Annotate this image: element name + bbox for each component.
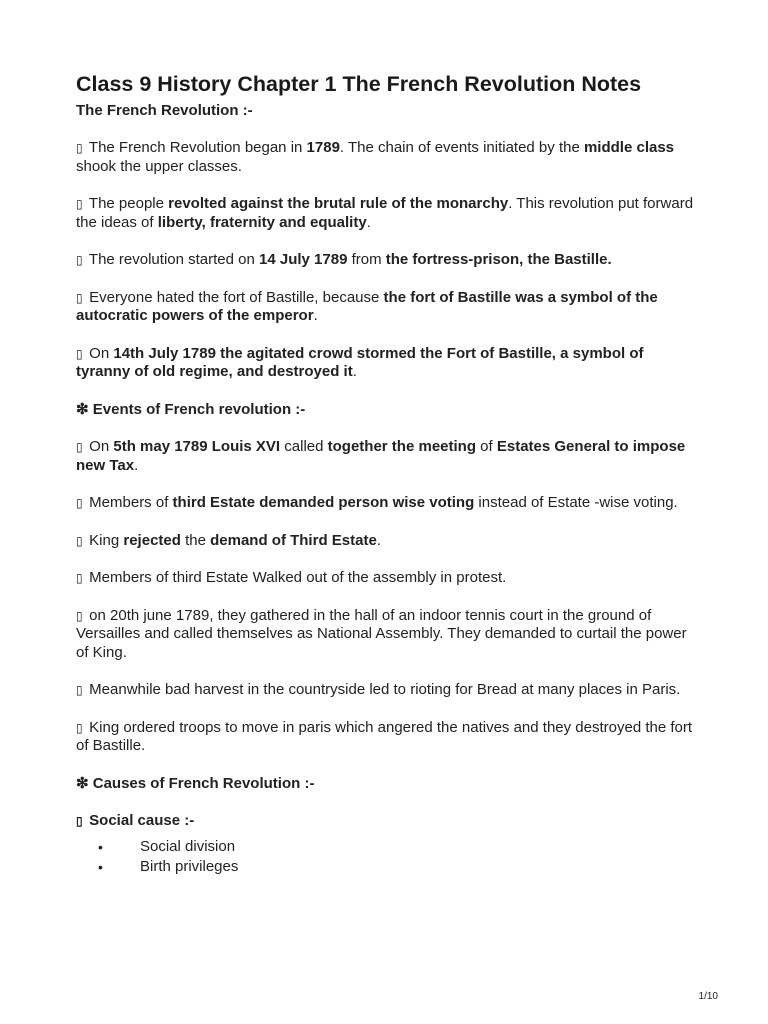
bullet-box-icon: ▯ [76, 683, 83, 697]
bullet-box-icon: ▯ [76, 496, 83, 510]
bullet-box-icon: ▯ [76, 814, 83, 828]
event-paragraph-6: ▯ Meanwhile bad harvest in the countryside led to rioting for Bread at many places in Paris. [76, 681, 681, 698]
event-paragraph-2: ▯ Members of third Estate demanded person wise voting instead of Estate -wise voting. [76, 494, 678, 511]
section-heading-french-revolution: The French Revolution :- [76, 102, 253, 119]
section-heading-events: ❇ Events of French revolution :- [76, 400, 306, 418]
subsection-heading-social-cause: ▯ Social cause :- [76, 812, 195, 829]
bullet-dot-icon: • [98, 838, 103, 855]
section-heading-causes: ❇ Causes of French Revolution :- [76, 774, 315, 792]
page-number: 1/10 [698, 991, 718, 1002]
note-paragraph-3: ▯ The revolution started on 14 July 1789 from the fortress-prison, the Bastille. [76, 251, 612, 268]
list-item: • Social division [98, 837, 236, 855]
bullet-box-icon: ▯ [76, 290, 83, 305]
event-paragraph-1: ▯ On 5th may 1789 Louis XVI called together the meeting of Estates General to impose new Tax. [76, 438, 686, 474]
note-paragraph-5: ▯ On 14th July 1789 the agitated crowd stormed the Fort of Bastille, a symbol of tyranny of old regime, and destroyed it. [76, 344, 644, 380]
bullet-box-icon: ▯ [76, 533, 83, 548]
event-paragraph-7: ▯ King ordered troops to move in paris which angered the natives and they destroyed the fort of Bastille. [76, 718, 693, 754]
note-paragraph-4: ▯ Everyone hated the fort of Bastille, because the fort of Bastille was a symbol of the autocratic powers of the emperor. [76, 288, 658, 324]
bullet-box-icon: ▯ [76, 253, 83, 267]
note-paragraph-2: ▯ The people revolted against the brutal rule of the monarchy. This revolution put forward the ideas of liberty, fraternity and equality. [76, 195, 694, 231]
star-icon: ❇ [76, 774, 89, 792]
bullet-dot-icon: • [98, 858, 103, 875]
social-cause-list [76, 837, 696, 877]
document-page [76, 70, 696, 877]
bullet-box-icon: ▯ [76, 571, 83, 585]
note-paragraph-1: ▯ The French Revolution began in 1789. The chain of events initiated by the middle class shook the upper classes. [76, 139, 675, 175]
event-paragraph-5: ▯ on 20th june 1789, they gathered in the hall of an indoor tennis court in the ground of Versailles and called themselves as National Assembly. They demanded to curtail the power of King. [76, 606, 687, 661]
page-title: Class 9 History Chapter 1 The French Revolution Notes [76, 72, 642, 96]
star-icon: ❇ [76, 400, 89, 418]
bullet-box-icon: ▯ [76, 346, 83, 361]
bullet-box-icon: ▯ [76, 608, 83, 623]
bullet-box-icon: ▯ [76, 440, 83, 454]
bullet-box-icon: ▯ [76, 197, 83, 211]
event-paragraph-3: ▯ King rejected the demand of Third Estate. [76, 531, 381, 549]
list-item: • Birth privileges [98, 857, 239, 875]
bullet-box-icon: ▯ [76, 720, 83, 735]
bullet-box-icon: ▯ [76, 141, 83, 155]
event-paragraph-4: ▯ Members of third Estate Walked out of the assembly in protest. [76, 569, 507, 586]
